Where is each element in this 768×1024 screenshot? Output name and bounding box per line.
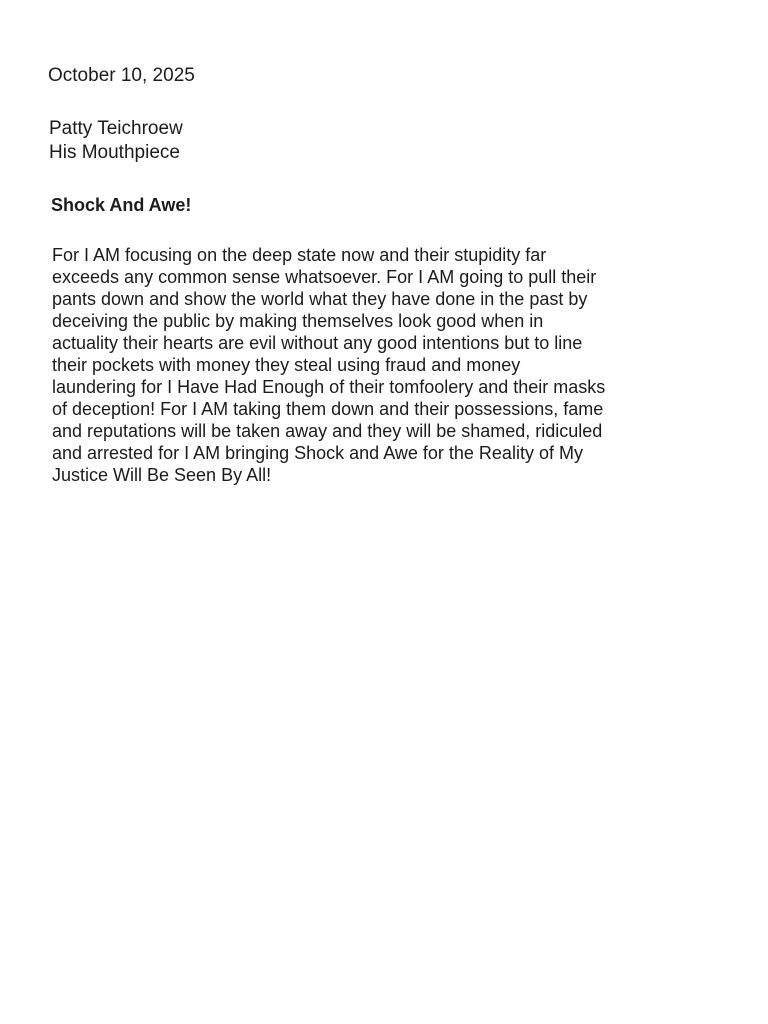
body-line: Justice Will Be Seen By All! [52, 465, 272, 485]
body-line: their pockets with money they steal using fraud and money [52, 355, 521, 375]
letter-date: October 10, 2025 [48, 65, 195, 86]
author-name: Patty Teichroew [49, 118, 183, 139]
letter-title: Shock And Awe! [51, 195, 192, 215]
body-line: deceiving the public by making themselves look good when in [52, 311, 544, 331]
body-line: laundering for I Have Had Enough of their tomfoolery and their masks [52, 377, 606, 397]
body-line: For I AM focusing on the deep state now and their stupidity far [52, 245, 547, 265]
body-line: actuality their hearts are evil without any good intentions but to line [52, 333, 583, 353]
body-line: pants down and show the world what they have done in the past by [52, 289, 588, 309]
body-line: of deception! For I AM taking them down and their possessions, fame [52, 399, 604, 419]
body-line: and reputations will be taken away and they will be shamed, ridiculed [52, 421, 603, 441]
author-block [49, 117, 183, 165]
body-line: and arrested for I AM bringing Shock and Awe for the Reality of My [52, 443, 583, 463]
author-role: His Mouthpiece [49, 142, 180, 163]
body-line: exceeds any common sense whatsoever. For I AM going to pull their [52, 267, 597, 287]
letter-body [52, 244, 732, 486]
